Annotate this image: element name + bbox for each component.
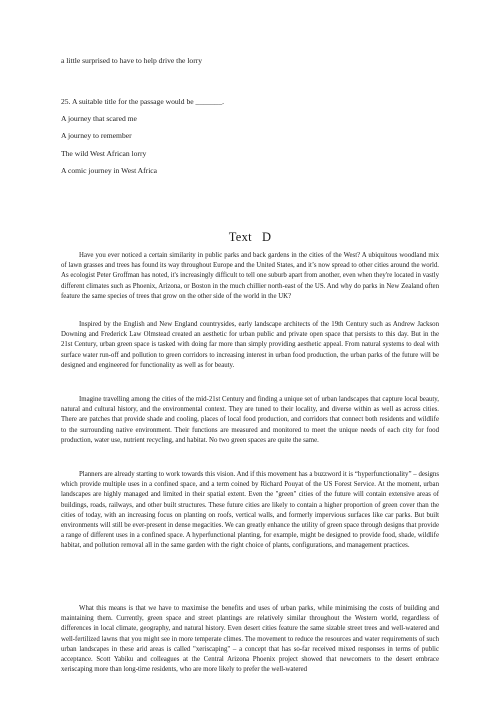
paragraph-1: Have you ever noticed a certain similarity in public parks and back gardens in the cities of the West? A ubiquitous woodland mix of lawn grasses and trees has found its way throughout Europe and the United States, and it’s now spread to other cities around the world. As ecologist Peter Groffman has noted, it's increasingly difficult to tell one suburb apart from another, even when they're located in vastly different climates such as Phoenix, Arizona, or Boston in the much chillier north-east of the US. And why do parks in New Zealand often feature the same species of trees that grow on the other side of the world in the UK? [61,252,439,300]
question-stem: 25. A suitable title for the passage would be _______. [61,97,225,106]
option-b: A journey to remember [61,131,132,140]
option-c: The wild West African lorry [61,149,147,158]
paragraph-4: Planners are already starting to work towards this vision. And if this movement has a buzzword it is “hyperfunctionality” – designs which provide multiple uses in a confined space, and a term coined by Richard Pouyat of the US Forest Service. At the moment, urban landscapes are highly managed and limited in their spatial extent. Even the "green" cities of the future will contain extensive areas of buildings, roads, railways, and other built structures. These future cities are likely to contain a higher proportion of green cover than the cities of today, with an increasing focus on planting on roofs, vertical walls, and formerly impervious surfaces like car parks. But built environments will still be ever-present in dense megacities. We can greatly enhance the utility of green space through designs that provide a range of different uses in a confined space. A hyperfunctional planting, for example, might be designed to provide food, shade, wildlife habitat, and pollution removal all in the same garden with the right choice of plants, configurations, and management practices. [61,471,439,550]
section-title-letter: D [261,230,272,244]
section-title [0,229,500,245]
paragraph-5: What this means is that we have to maximise the benefits and uses of urban parks, while minimising the costs of building and maintaining them. Currently, green space and street plantings are relatively similar throughout the Western world, regardless of differences in local climate, geography, and natural history. Even desert cities feature the same sizable street trees and well-watered and well-fertilized lawns that you might see in more temperate climes. The movement to reduce the resources and water requirements of such urban landscapes in these arid areas is called "xeriscaping" – a concept that has so-far received mixed responses in terms of public acceptance. Scott Yabiku and colleagues at the Central Arizona Phoenix project showed that newcomers to the desert embrace xeriscaping more than long-time residents, who are more likely to prefer the well-watered [61,605,439,674]
previous-answer-line: a little surprised to have to help drive the lorry [61,56,203,65]
section-title-word: Text [228,230,252,244]
paragraph-2: Inspired by the English and New England countrysides, early landscape architects of the 19th Century such as Andrew Jackson Downing and Frederick Law Olmstead created an aesthetic for urban public and private open space that persists to this day. But in the 21st Century, urban green space is tasked with doing far more than simply providing aesthetic appeal. From natural systems to deal with surface water run-off and pollution to green corridors to increasing interest in urban food production, the urban parks of the future will be designed and engineered for functionality as well as for beauty. [61,321,439,369]
option-a: A journey that scared me [61,114,137,123]
paragraph-3: Imagine travelling among the cities of the mid-21st Century and finding a unique set of urban landscapes that capture local beauty, natural and cultural history, and the environmental context. They are tuned to their locality, and diverse within as well as across cities. There are patches that provide shade and cooling, places of local food production, and corridors that connect both residents and wildlife to the surrounding native environment. Their functions are measured and monitored to meet the unique needs of each city for food production, water use, nutrient recycling, and habitat. No two green spaces are quite the same. [61,396,439,444]
option-d: A comic journey in West Africa [61,166,158,175]
